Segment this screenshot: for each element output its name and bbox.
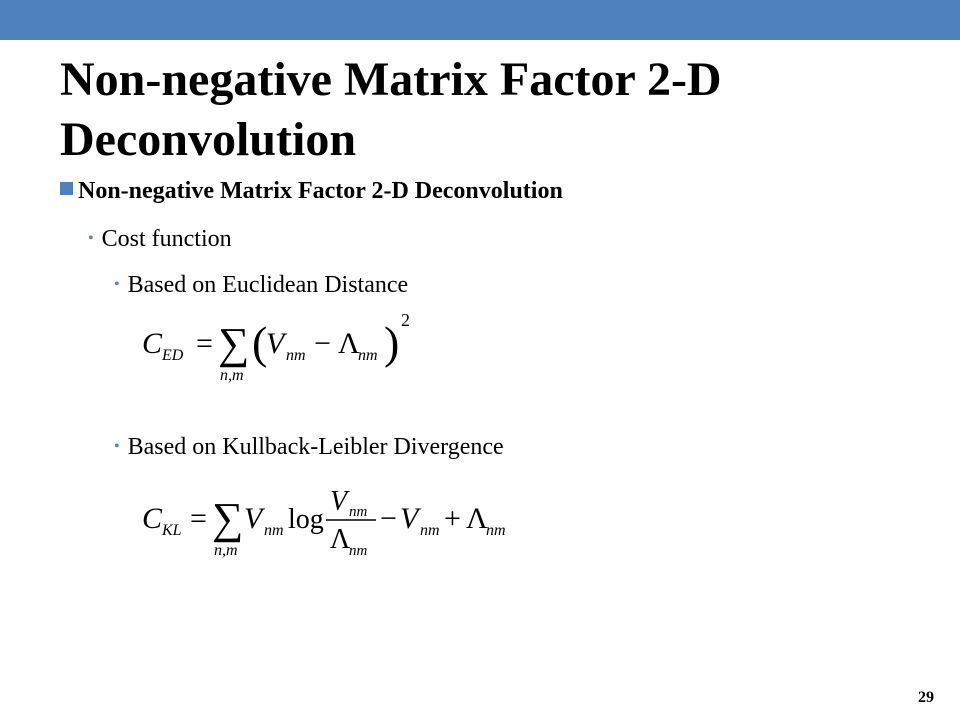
eq-kl-sum-sub: n,m — [214, 542, 238, 559]
eq-ed-lambda: Λ — [338, 327, 360, 360]
eq-kl-plus: + — [444, 502, 461, 535]
dot-bullet-icon: • — [114, 276, 120, 293]
eq-ed-equals: = — [196, 327, 213, 360]
eq-kl-v2: V — [400, 502, 419, 535]
top-accent-bar — [0, 0, 960, 40]
dot-bullet-icon: • — [114, 438, 120, 455]
bullet-kullback-leibler — [114, 434, 504, 461]
square-bullet-icon — [60, 182, 73, 195]
eq-kl-sub: KL — [162, 522, 182, 539]
eq-kl-den-lambda: Λ — [330, 524, 351, 555]
eq-kl-v: V — [244, 502, 263, 535]
bullet-euclidean-text: Based on Euclidean Distance — [127, 272, 409, 298]
eq-ed-sum: ∑ — [218, 319, 250, 368]
eq-ed-exponent: 2 — [401, 310, 410, 330]
bullet-cost-function — [88, 226, 232, 253]
eq-kl-v2-sub: nm — [420, 522, 440, 539]
eq-ed-c: C — [142, 327, 163, 360]
bullet-kullback-leibler-text: Based on Kullback-Leibler Divergence — [127, 434, 504, 460]
title-line-1: Non-negative Matrix Factor 2-D — [60, 53, 722, 106]
bullet-euclidean — [114, 272, 408, 299]
dot-bullet-icon: • — [88, 230, 94, 247]
bullet-level-1-text: Non-negative Matrix Factor 2-D Deconvolution — [78, 178, 563, 204]
eq-kl-minus: − — [380, 502, 397, 535]
eq-ed-v: V — [266, 327, 285, 360]
bullet-level-1 — [60, 178, 563, 205]
eq-kl-lambda2: Λ — [466, 502, 488, 535]
eq-ed-sum-sub: n,m — [220, 367, 244, 384]
eq-kl-lambda2-sub: nm — [486, 522, 506, 539]
eq-ed-minus: − — [314, 327, 331, 360]
equation-euclidean — [120, 306, 440, 386]
eq-ed-lparen: ( — [252, 317, 268, 368]
eq-kl-sum: ∑ — [212, 494, 244, 543]
eq-ed-v-sub: nm — [286, 347, 306, 364]
page-number: 29 — [918, 689, 934, 706]
eq-kl-v-sub: nm — [264, 522, 284, 539]
bullet-cost-function-text: Cost function — [101, 226, 232, 252]
equation-kl — [120, 476, 520, 568]
eq-kl-log: log — [288, 504, 324, 535]
title-line-2: Deconvolution — [60, 113, 357, 166]
eq-kl-num-sub: nm — [349, 504, 368, 520]
eq-kl-equals: = — [190, 502, 207, 535]
eq-kl-num-v: V — [330, 486, 348, 517]
slide-title — [60, 50, 920, 170]
eq-kl-c: C — [142, 502, 163, 535]
eq-kl-den-sub: nm — [349, 543, 368, 559]
eq-ed-lambda-sub: nm — [358, 347, 378, 364]
eq-ed-rparen: ) — [384, 317, 400, 368]
eq-ed-sub: ED — [162, 347, 184, 364]
